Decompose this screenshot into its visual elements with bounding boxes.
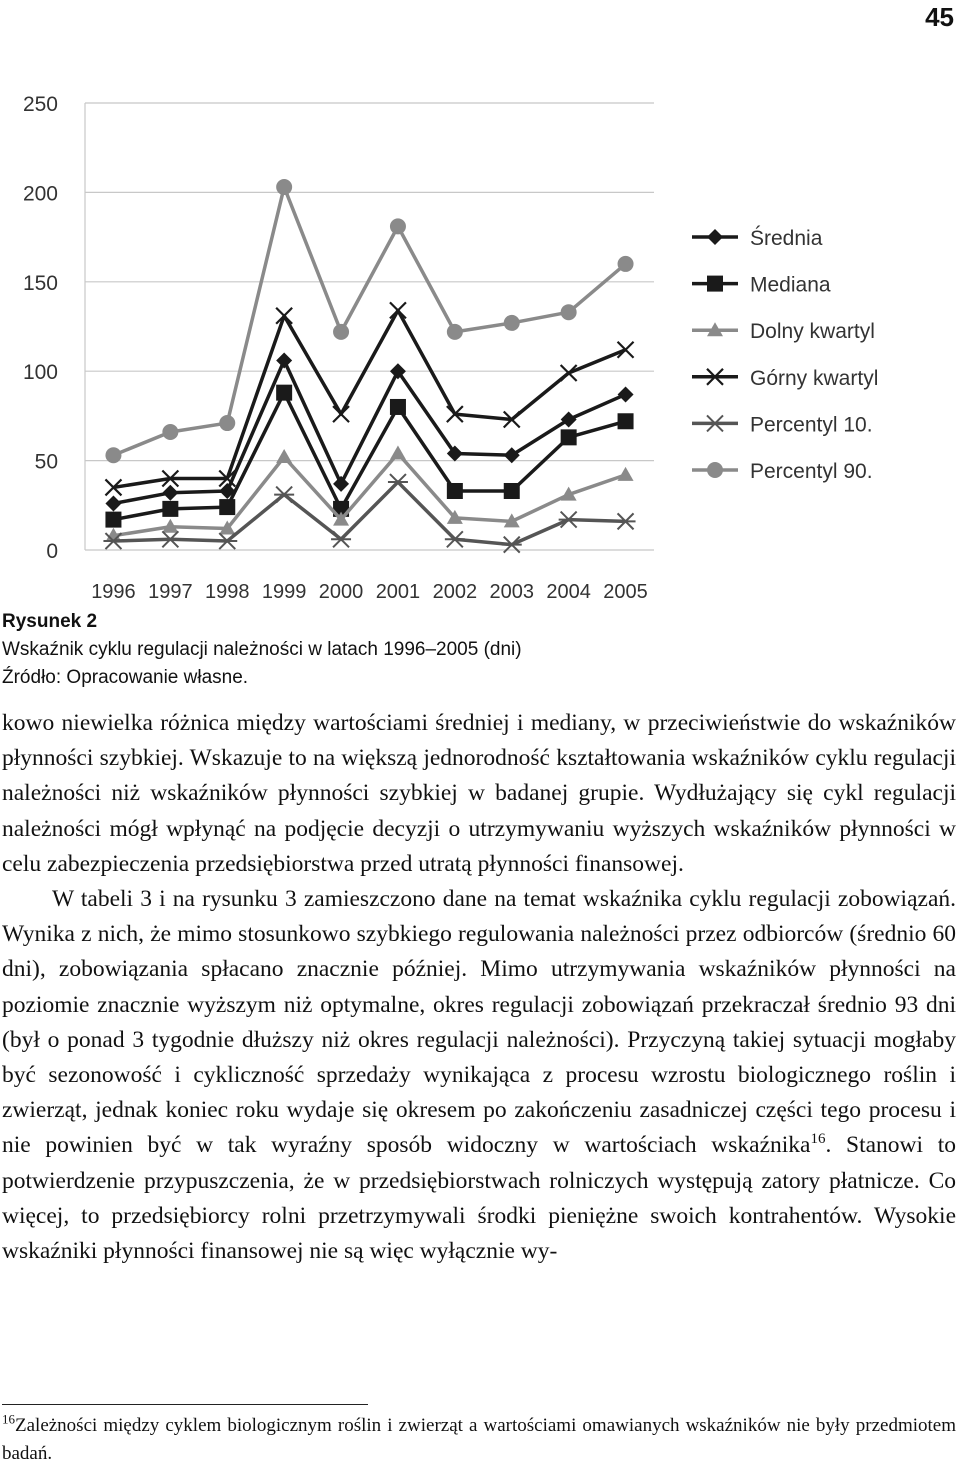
legend-item-percentyl-90 xyxy=(692,460,873,483)
series-line-mediana xyxy=(113,393,625,520)
x-tick-label-2001: 2001 xyxy=(375,581,421,603)
figure-caption xyxy=(2,608,522,692)
data-point-rednia-2005 xyxy=(618,386,634,402)
x-tick-label-2005: 2005 xyxy=(603,581,648,603)
data-point-percentyl-90-2001 xyxy=(390,218,406,234)
data-point-percentyl-90-1997 xyxy=(162,424,178,440)
legend-marker-percentyl-90 xyxy=(707,462,723,478)
series-line-percentyl-90 xyxy=(113,187,625,455)
footnote-reference[interactable]: 16 xyxy=(810,1131,826,1148)
data-point-percentyl-90-1999 xyxy=(276,179,292,195)
x-tick-label-1998: 1998 xyxy=(205,581,250,603)
legend-item-dolny-kwartyl xyxy=(692,320,875,343)
y-tick-label-250: 250 xyxy=(22,93,58,116)
series-g-rny-kwartyl xyxy=(105,302,633,495)
data-point-percentyl-90-1998 xyxy=(219,415,235,431)
data-point-g-rny-kwartyl-1999 xyxy=(276,308,292,324)
data-point-percentyl-10-2002 xyxy=(445,531,465,547)
data-point-percentyl-90-2000 xyxy=(333,324,349,340)
figure-source: Źródło: Opracowanie własne. xyxy=(2,667,249,688)
data-point-dolny-kwartyl-2001 xyxy=(390,445,406,459)
y-tick-label-100: 100 xyxy=(22,361,58,385)
x-axis-tick-labels xyxy=(91,581,648,603)
series-mediana xyxy=(105,385,633,528)
figure-title: Wskaźnik cyklu regulacji należności w latach 1996–2005 (dni) xyxy=(2,639,522,660)
data-point-rednia-2000 xyxy=(333,476,349,492)
paragraph-2-part-1: W tabeli 3 i na rysunku 3 zamieszczono dane na temat wskaźnika cyklu regulacji zobowiązań. Wynika z nich, że mimo stosunkowo szybkiego regulowania należności przez odbiorców (średnio 60 dni), zobowiązania spłacano znacznie później. Mimo utrzymywania wskaźników płynności na poziomie znacznie wyższym niż optymalne, okres regulacji zobowiązań przekraczał średnio 93 dni (był o ponad 3 tygodnie dłuższy niż okres regulacji należności). Przyczyną takiej sytuacji mogłaby być sezonowość i cykliczność sprzedaży wynikająca z procesu wzrostu biologicznego roślin i zwierząt, jednak koniec roku wydaje się okresem po zakończeniu zasadniczej części tego procesu i nie powinien być w tak wyraźny sposób widoczny w wartościach wskaźnika xyxy=(2,886,956,1159)
data-point-rednia-1996 xyxy=(105,496,121,512)
data-point-percentyl-90-2004 xyxy=(561,304,577,320)
legend-label-rednia: Średnia xyxy=(750,227,823,250)
legend-item-mediana xyxy=(692,274,831,297)
y-tick-label-50: 50 xyxy=(34,450,58,474)
y-tick-label-150: 150 xyxy=(22,271,58,295)
series-line-rednia xyxy=(113,360,625,503)
footnote-number: 16 xyxy=(2,1411,15,1427)
series-line-dolny-kwartyl xyxy=(113,453,625,535)
x-tick-label-2003: 2003 xyxy=(489,581,534,603)
data-point-mediana-1998 xyxy=(219,499,235,515)
x-tick-label-1997: 1997 xyxy=(148,581,193,603)
data-point-mediana-2003 xyxy=(504,483,520,499)
data-point-rednia-1999 xyxy=(276,352,292,368)
y-tick-label-0: 0 xyxy=(46,540,58,563)
legend-marker-mediana xyxy=(707,276,723,292)
data-point-percentyl-10-2005 xyxy=(616,513,636,529)
x-tick-label-1999: 1999 xyxy=(261,581,307,603)
legend-item-percentyl-10 xyxy=(692,413,873,436)
data-point-percentyl-10-1999 xyxy=(274,487,294,503)
legend-item-g-rny-kwartyl xyxy=(692,367,878,390)
data-point-g-rny-kwartyl-2000 xyxy=(333,406,349,422)
data-point-dolny-kwartyl-2005 xyxy=(618,467,634,481)
footnote xyxy=(2,1412,956,1468)
data-point-mediana-2001 xyxy=(390,399,406,415)
y-tick-label-200: 200 xyxy=(22,182,58,206)
chart-legend xyxy=(692,226,878,483)
data-point-percentyl-10-2004 xyxy=(559,512,579,528)
data-point-mediana-2005 xyxy=(618,413,634,429)
legend-label-dolny-kwartyl: Dolny kwartyl xyxy=(750,320,875,344)
data-point-dolny-kwartyl-1999 xyxy=(276,449,292,463)
legend-marker-percentyl-10 xyxy=(705,415,725,431)
data-point-mediana-1997 xyxy=(162,501,178,517)
data-point-percentyl-10-2001 xyxy=(388,474,408,490)
footnote-text: Zależności między cyklem biologicznym roślin i zwierząt a wartościami omawianych wskaźników nie były przedmiotem badań. xyxy=(2,1415,956,1464)
series-percentyl-90 xyxy=(105,179,633,463)
data-point-g-rny-kwartyl-2004 xyxy=(561,365,577,381)
legend-label-percentyl-90: Percentyl 90. xyxy=(750,460,873,483)
x-tick-label-2002: 2002 xyxy=(432,581,478,603)
footnote-divider xyxy=(2,1404,368,1405)
legend-item-rednia xyxy=(692,226,823,250)
chart-series xyxy=(103,179,635,553)
data-point-percentyl-90-2002 xyxy=(447,324,463,340)
data-point-percentyl-10-2000 xyxy=(331,531,351,547)
line-chart xyxy=(0,70,960,610)
data-point-mediana-2002 xyxy=(447,483,463,499)
legend-label-g-rny-kwartyl: Górny kwartyl xyxy=(750,366,879,390)
data-point-percentyl-10-1997 xyxy=(160,531,180,547)
x-tick-label-2004: 2004 xyxy=(546,581,591,603)
legend-label-mediana: Mediana xyxy=(750,273,831,297)
data-point-percentyl-90-2003 xyxy=(504,315,520,331)
chart-gridlines xyxy=(85,103,654,550)
data-point-rednia-2004 xyxy=(561,411,577,427)
data-point-percentyl-10-1998 xyxy=(217,533,237,549)
data-point-mediana-1999 xyxy=(276,385,292,401)
legend-label-percentyl-10: Percentyl 10. xyxy=(750,413,873,437)
x-tick-label-1996: 1996 xyxy=(91,581,136,603)
paragraph-2-part-2: . Stanowi to potwierdzenie przypuszczenia, że w przedsiębiorstwach rolniczych występują zatory płatnicze. Co więcej, to przedsiębiorcy rolni przetrzymywali środki pieniężne swoich kontrahentów. Wysokie wskaźniki płynności finansowej nie są więc wyłącznie wy- xyxy=(2,1132,957,1265)
data-point-percentyl-90-1996 xyxy=(105,447,121,463)
data-point-g-rny-kwartyl-2001 xyxy=(390,302,406,318)
legend-marker-rednia xyxy=(707,229,723,245)
data-point-mediana-1996 xyxy=(105,512,121,528)
paragraph-1: kowo niewielka różnica między wartościami średniej i mediany, w przeciwieństwie do wskaźników płynności szybkiej. Wskazuje to na większą jednorodność kształtowania wskaźników cyklu regulacji należności niż wskaźników płynności szybkiej w badanej grupie. Wydłużający się cykl regulacji należności mógł wpłynąć na podjęcie decyzji o utrzymywaniu wyższych wskaźników płynności w celu zabezpieczenia przedsiębiorstwa przed utratą płynności finansowej. xyxy=(2,710,956,877)
paragraph-2 xyxy=(2,882,956,1269)
data-point-rednia-1997 xyxy=(162,485,178,501)
figure-label: Rysunek 2 xyxy=(2,611,98,632)
x-tick-label-2000: 2000 xyxy=(318,581,364,603)
data-point-percentyl-90-2005 xyxy=(618,256,634,272)
y-axis-tick-labels xyxy=(23,93,58,563)
data-point-mediana-2004 xyxy=(561,429,577,445)
page-number: 45 xyxy=(925,2,954,32)
body-text xyxy=(2,706,956,1269)
data-point-g-rny-kwartyl-2005 xyxy=(618,342,634,358)
